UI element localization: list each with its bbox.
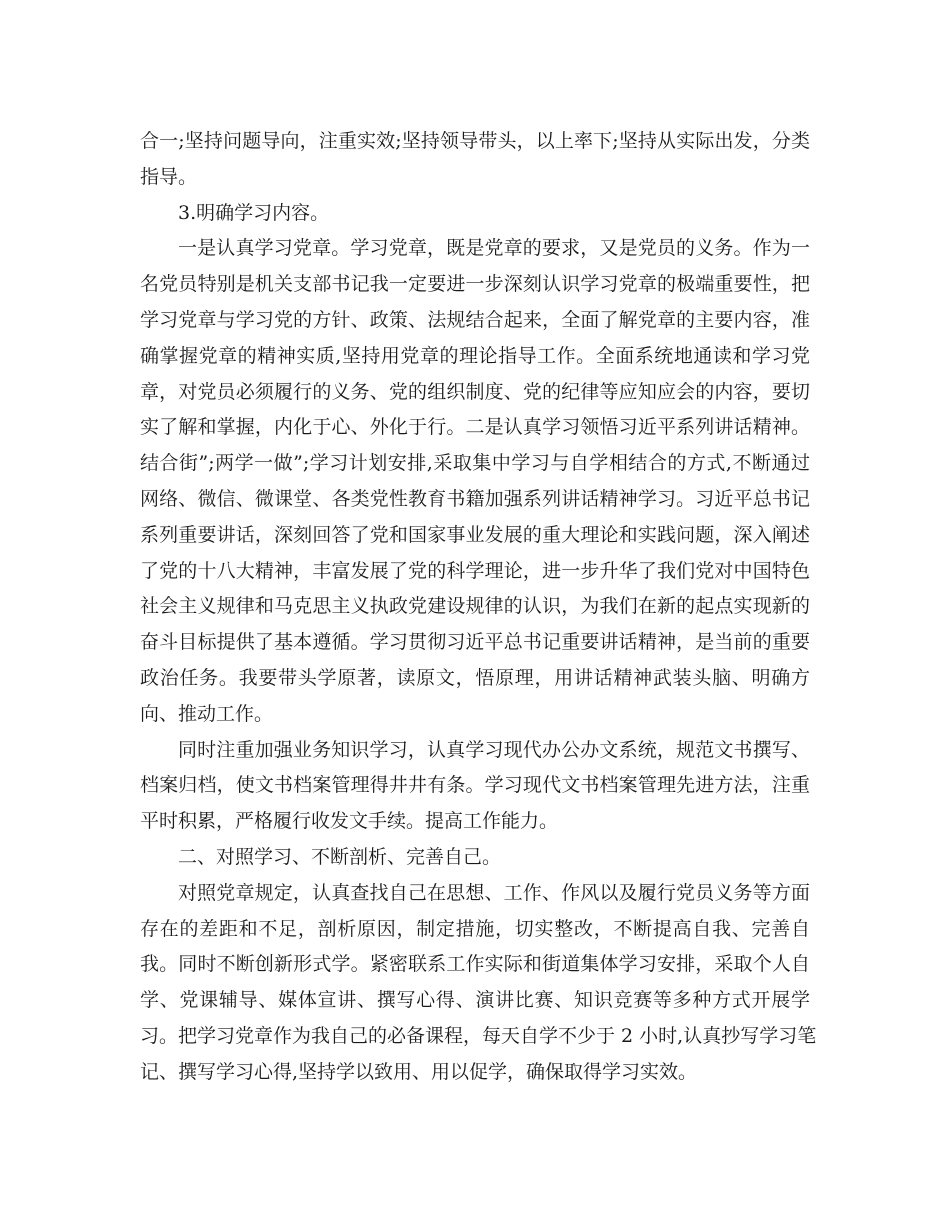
text-line: 社会主义规律和马克思主义执政党建设规律的认识，为我们在新的起点实现新的 — [140, 595, 810, 618]
text-line: 结合街”;两学一做”;学习计划安排,采取集中学习与自学相结合的方式,不断通过 — [140, 452, 810, 475]
text-line: 名党员特别是机关支部书记我一定要进一步深刻认识学习党章的极端重要性，把 — [140, 273, 810, 296]
text-line: 学、党课辅导、媒体宣讲、撰写心得、演讲比赛、知识竞赛等多种方式开展学 — [140, 989, 810, 1012]
document-body — [140, 124, 817, 1091]
text-line: 记、撰写学习心得,坚持学以致用、用以促学，确保取得学习实效。 — [140, 1060, 698, 1083]
text-line: 一是认真学习党章。学习党章，既是党章的要求，又是党员的义务。作为一 — [178, 237, 810, 260]
text-line: 政治任务。我要带头学原著，读原文，悟原理，用讲话精神武装头脑、明确方 — [140, 666, 810, 689]
text-line: 档案归档，使文书档案管理得井井有条。学习现代文书档案管理先进方法，注重 — [140, 774, 810, 797]
text-line: 合一;坚持问题导向，注重实效;坚持领导带头，以上率下;坚持从实际出发，分类 — [140, 130, 810, 152]
text-line: 向、推动工作。 — [140, 702, 274, 725]
text-line: 网络、微信、微课堂、各类党性教育书籍加强系列讲话精神学习。习近平总书记 — [140, 487, 810, 510]
text-line: 指导。 — [140, 165, 198, 188]
text-line: 我。同时不断创新形式学。紧密联系工作实际和街道集体学习安排，采取个人自 — [140, 953, 810, 976]
text-line: 二、对照学习、不断剖析、完善自己。 — [178, 845, 502, 868]
text-line: 章，对党员必须履行的义务、党的组织制度、党的纪律等应知应会的内容，要切 — [140, 380, 810, 403]
text-line: 平时积累，严格履行收发文手续。提高工作能力。 — [140, 810, 559, 833]
text-line: 习。把学习党章作为我自己的必备课程，每天自学不少于 2 小时,认真抄写学习笔 — [140, 1024, 817, 1047]
text-line: 学习党章与学习党的方针、政策、法规结合起来，全面了解党章的主要内容，准 — [140, 308, 810, 331]
text-line: 对照党章规定，认真查找自己在思想、工作、作风以及履行党员义务等方面 — [178, 881, 810, 904]
text-line: 确掌握党章的精神实质,坚持用党章的理论指导工作。全面系统地通读和学习党 — [140, 344, 810, 367]
text-line: 存在的差距和不足，剖析原因，制定措施，切实整改，不断提高自我、完善自 — [140, 917, 810, 940]
text-line: 奋斗目标提供了基本遵循。学习贯彻习近平总书记重要讲话精神，是当前的重要 — [140, 631, 810, 654]
text-line: 3.明确学习内容。 — [178, 201, 330, 224]
text-line: 同时注重加强业务知识学习，认真学习现代办公办文系统，规范文书撰写、 — [178, 738, 810, 761]
text-line: 了党的十八大精神，丰富发展了党的科学理论，进一步升华了我们党对中国特色 — [140, 559, 810, 582]
text-line: 系列重要讲话，深刻回答了党和国家事业发展的重大理论和实践问题，深入阐述 — [140, 523, 810, 546]
text-line: 实了解和掌握，内化于心、外化于行。二是认真学习领悟习近平系列讲话精神。 — [140, 416, 810, 439]
